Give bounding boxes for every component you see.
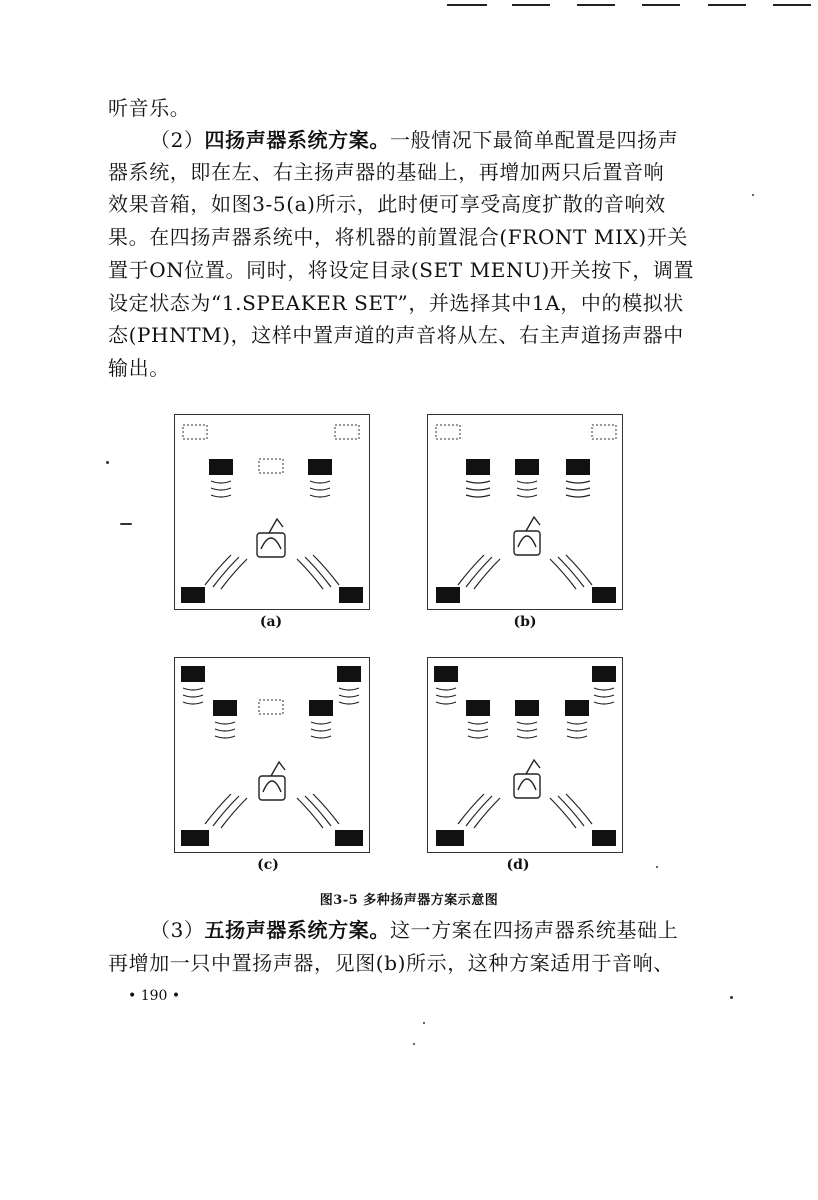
text-line: 果。在四扬声器系统中，将机器的前置混合(FRONT MIX)开关 [108,225,688,249]
listener-icon [259,762,285,800]
speaker-icon [565,700,589,716]
scan-speck [752,194,754,196]
dashed-speaker-placeholder-icon [183,425,207,439]
text-line: 听音乐。 [108,96,191,120]
scan-speck [423,1022,425,1024]
sound-wave-icon [458,555,592,589]
diagram-d-svg [428,658,622,852]
speaker-icon [209,459,233,475]
text-line: 再增加一只中置扬声器，见图(b)所示，这种方案适用于音响、 [108,951,674,975]
speaker-icon [515,700,539,716]
speaker-icon [436,587,460,603]
page-number: • 190 • [128,988,181,1004]
sound-wave-icon [466,481,590,497]
diagram-a-svg [175,415,369,609]
panel-label-b: (b) [513,614,537,630]
speaker-icon [308,459,332,475]
scan-speck [413,1043,415,1045]
speaker-icon [436,830,464,846]
dashed-speaker-placeholder-icon [259,459,283,473]
sound-wave-icon [458,794,592,828]
header-rule [447,4,487,6]
speaker-icon [592,587,616,603]
header-rule [708,4,746,6]
sound-wave-icon [468,722,587,738]
scan-speck [656,866,658,868]
speaker-icon [466,700,490,716]
section-heading-line: （3）五扬声器系统方案。这一方案在四扬声器系统基础上 [150,918,679,942]
sound-wave-icon [205,555,339,589]
diagram-panel-a [174,414,370,610]
sound-wave-icon [205,794,339,828]
panel-label-d: (d) [506,857,530,873]
listener-icon [257,519,285,557]
speaker-icon [515,459,539,475]
speaker-icon [339,587,363,603]
header-rule [642,4,680,6]
sound-wave-icon [211,481,330,497]
speaker-icon [181,830,209,846]
text-line: 设定状态为“1.SPEAKER SET”，并选择其中1A，中的模拟状 [108,291,684,315]
header-rule [773,4,811,6]
panel-label-a: (a) [259,614,283,630]
speaker-icon [592,830,616,846]
text-line: 输出。 [108,356,170,380]
scan-speck [106,461,109,464]
dashed-speaker-placeholder-icon [259,700,283,714]
header-rule [577,4,615,6]
speaker-icon [335,830,363,846]
scan-speck [730,996,733,999]
dashed-speaker-placeholder-icon [335,425,359,439]
speaker-icon [181,587,205,603]
figure-caption: 图3-5 多种扬声器方案示意图 [319,893,499,908]
listener-icon [514,517,540,555]
text-line: 器系统，即在左、右主扬声器的基础上，再增加两只后置音响 [108,160,665,184]
speaker-icon [592,666,616,682]
diagram-c-svg [175,658,369,852]
speaker-icon [213,700,237,716]
dashed-speaker-placeholder-icon [592,425,616,439]
diagram-panel-d [427,657,623,853]
text-line: 效果音箱，如图3-5(a)所示，此时便可享受高度扩散的音响效 [108,192,666,216]
dashed-speaker-placeholder-icon [436,425,460,439]
speaker-icon [434,666,458,682]
panel-label-c: (c) [257,857,279,873]
text-line: 置于ON位置。同时，将设定目录(SET MENU)开关按下，调置 [108,258,695,282]
diagram-b-svg [428,415,622,609]
scan-speck [120,523,132,525]
speaker-icon [309,700,333,716]
text-line: 态(PHNTM)，这样中置声道的声音将从左、右主声道扬声器中 [108,323,684,347]
sound-wave-icon [215,722,331,738]
section-heading-line: （2）四扬声器系统方案。一般情况下最简单配置是四扬声 [150,128,679,152]
speaker-icon [466,459,490,475]
listener-icon [514,760,540,798]
speaker-icon [566,459,590,475]
diagram-panel-c [174,657,370,853]
speaker-icon [337,666,361,682]
diagram-panel-b [427,414,623,610]
header-rule [512,4,550,6]
speaker-icon [181,666,205,682]
